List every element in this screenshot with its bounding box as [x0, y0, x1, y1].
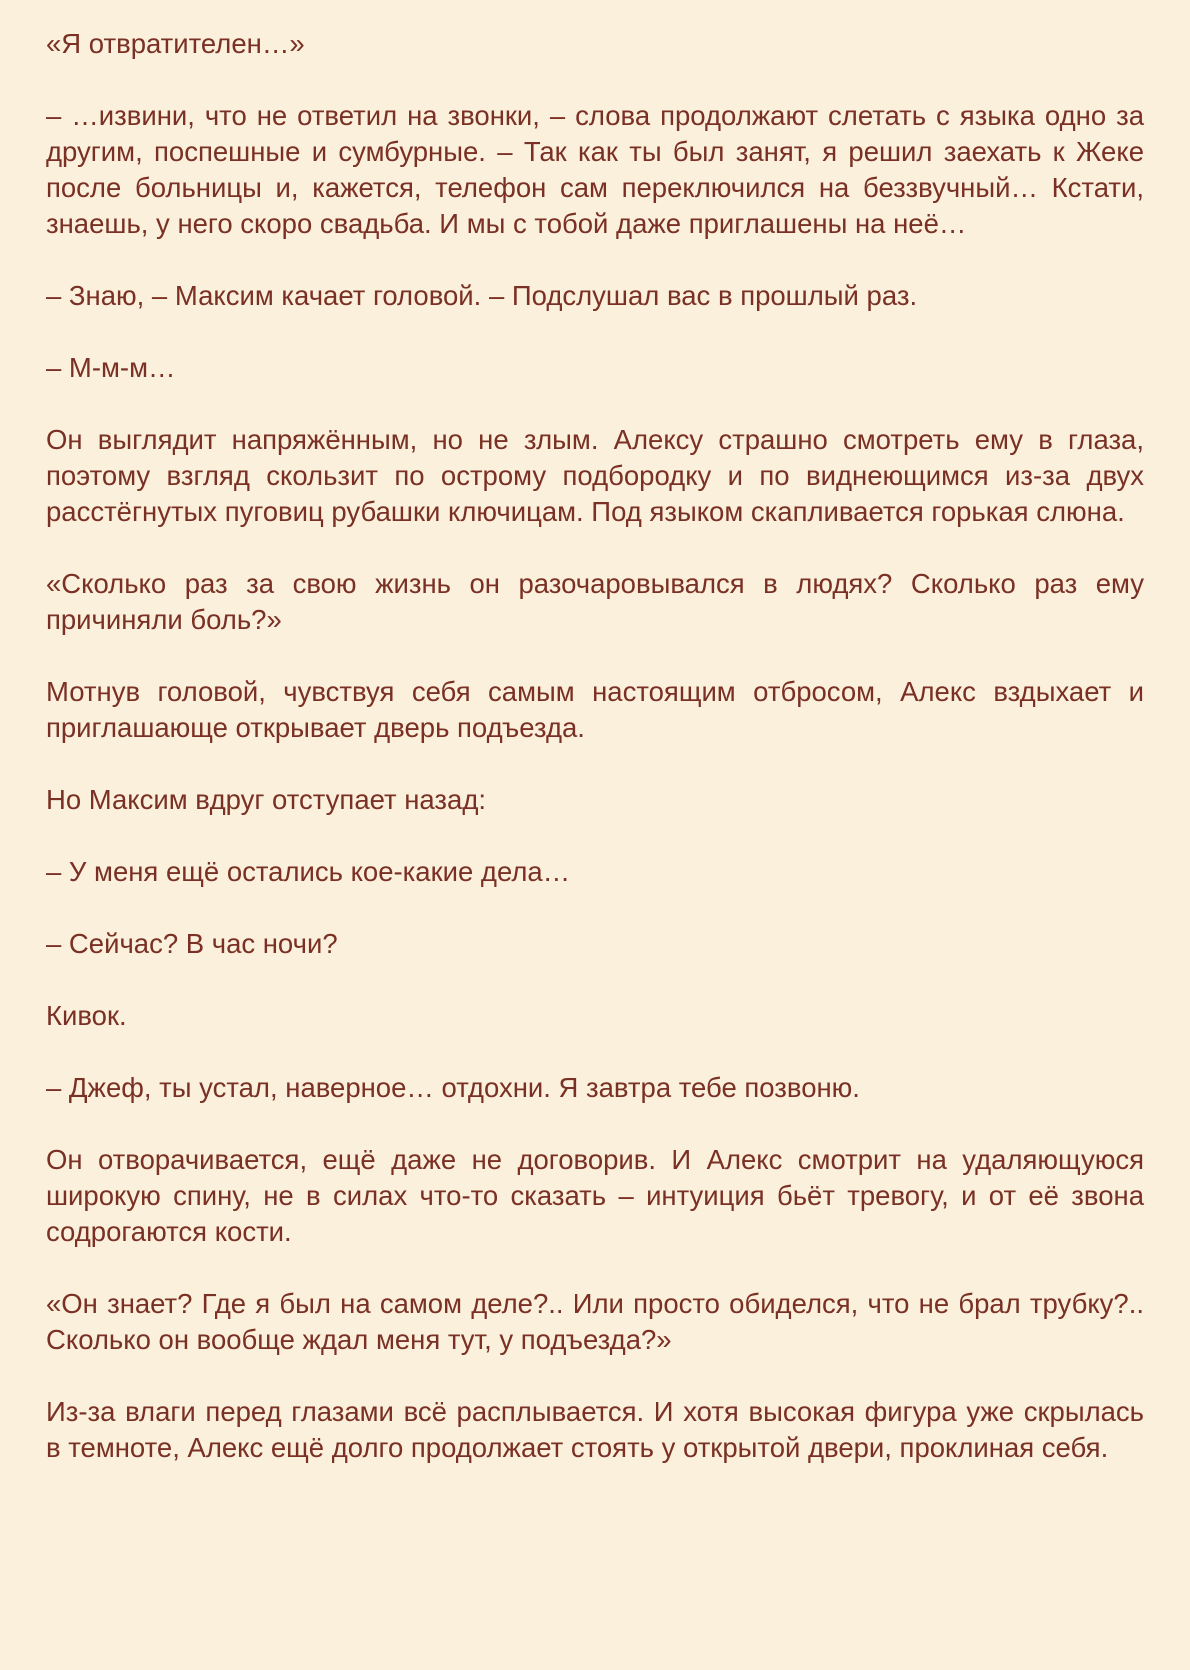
paragraph: – У меня ещё остались кое-какие дела… — [46, 856, 571, 887]
paragraph: «Сколько раз за свою жизнь он разочаровывался в людях? Сколько раз ему причиняли боль?» — [46, 568, 1144, 635]
paragraph: Мотнув головой, чувствуя себя самым настоящим отбросом, Алекс вздыхает и приглашающе открывает дверь подъезда. — [46, 676, 1144, 743]
paragraph: Но Максим вдруг отступает назад: — [46, 784, 486, 815]
paragraph: – Сейчас? В час ночи? — [46, 928, 338, 959]
paragraph: Он отворачивается, ещё даже не договорив. И Алекс смотрит на удаляющуюся широкую спину, не в силах что-то сказать – интуиция бьёт тревогу, и от её звона содрогаются кости. — [46, 1144, 1144, 1247]
paragraph: – Джеф, ты устал, наверное… отдохни. Я завтра тебе позвоню. — [46, 1072, 860, 1103]
paragraph: Из-за влаги перед глазами всё расплывается. И хотя высокая фигура уже скрылась в темноте, Алекс ещё долго продолжает стоять у открытой двери, проклиная себя. — [46, 1396, 1144, 1463]
paragraph: Кивок. — [46, 1000, 127, 1031]
paragraph: – …извини, что не ответил на звонки, – слова продолжают слетать с языка одно за другим, поспешные и сумбурные. – Так как ты был занят, я решил заехать к Жеке после больницы и, кажется, телефон сам переключился на беззвучный… Кстати, знаешь, у него скоро свадьба. И мы с тобой даже приглашены на неё… — [46, 100, 1144, 239]
paragraph: Он выглядит напряжённым, но не злым. Алексу страшно смотреть ему в глаза, поэтому взгляд скользит по острому подбородку и по виднеющимся из-за двух расстёгнутых пуговиц рубашки ключицам. Под языком скапливается горькая слюна. — [46, 424, 1144, 527]
paragraph: – Знаю, – Максим качает головой. – Подслушал вас в прошлый раз. — [46, 280, 918, 311]
paragraph: – М-м-м… — [46, 352, 176, 383]
paragraph: «Я отвратителен…» — [46, 28, 305, 59]
paragraph: «Он знает? Где я был на самом деле?.. Или просто обиделся, что не брал трубку?.. Сколько он вообще ждал меня тут, у подъезда?» — [46, 1288, 1144, 1355]
